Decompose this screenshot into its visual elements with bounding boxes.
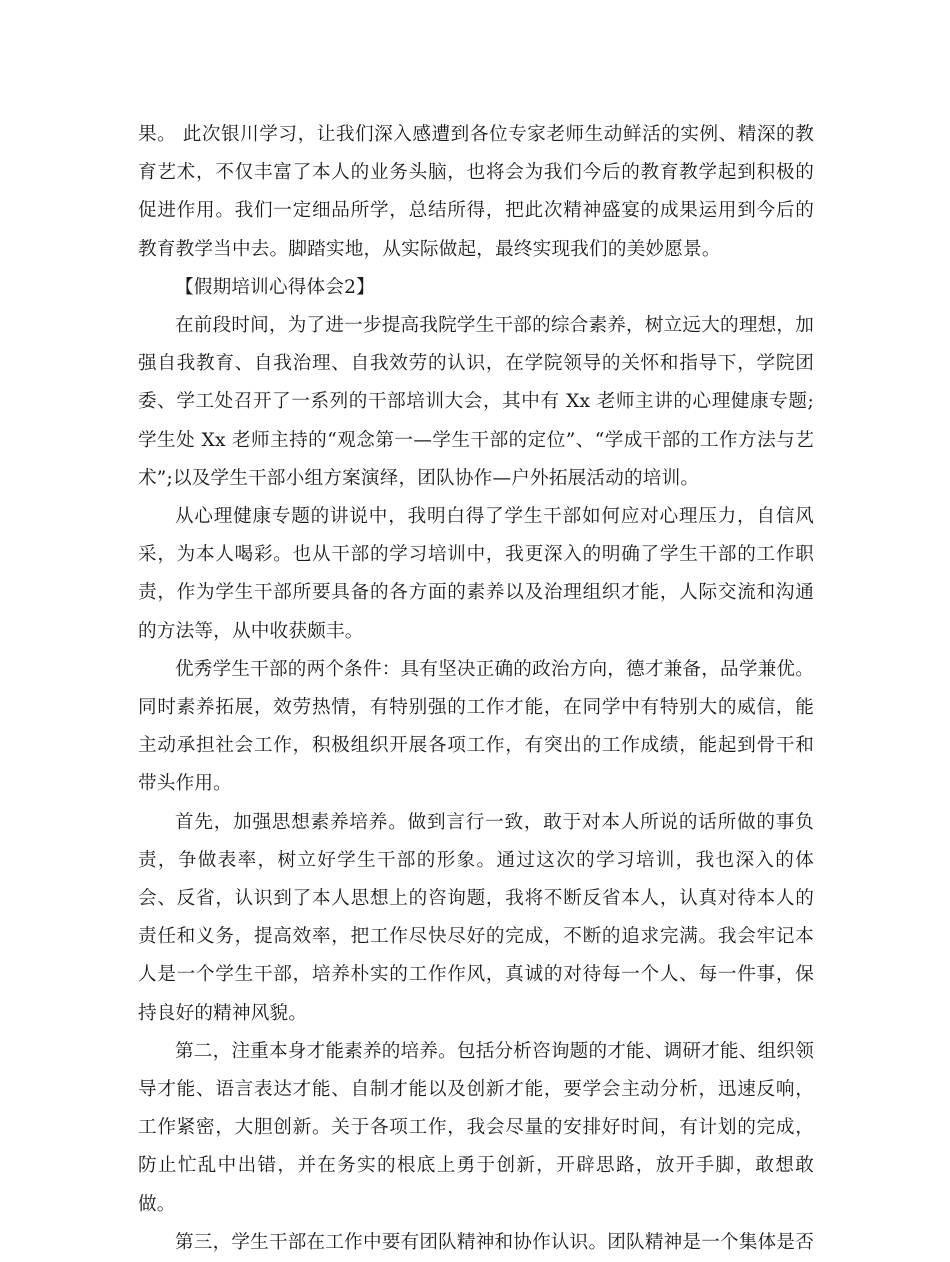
- paragraph-second: 第二，注重本身才能素养的培养。包括分析咨询题的才能、调研才能、组织领导才能、语言表达才能、自制才能以及创新才能，要学会主动分析，迅速反响，工作紧密，大胆创新。关于各项工作，我会尽量的安排好时间，有计划的完成，防止忙乱中出错，并在务实的根底上勇于创新，开辟思路，放开手脚，敢想敢做。: [138, 1040, 814, 1215]
- paragraph-first: 首先，加强思想素养培养。做到言行一致，敢于对本人所说的话所做的事负责，争做表率，树立好学生干部的形象。通过这次的学习培训，我也深入的体会、反省，认识到了本人思想上的咨询题，我将不断反省本人，认真对待本人的责任和义务，提高效率，把工作尽快尽好的完成，不断的追求完满。我会牢记本人是一个学生干部，培养朴实的工作作风，真诚的对待每一个人、每一件事，保持良好的精神风貌。: [138, 811, 814, 1024]
- paragraph-intro: 在前段时间，为了进一步提高我院学生干部的综合素养，树立远大的理想，加强自我教育、自我治理、自我效劳的认识，在学院领导的关怀和指导下，学院团委、学工处召开了一系列的干部培训大会，其中有 Xx 老师主讲的心理健康专题;学生处 Xx 老师主持的“观念第一—学生干部的定位”、“学成干部的工作方法与艺术”;以及学生干部小组方案演绎，团队协作—户外拓展活动的培训。: [138, 315, 814, 489]
- paragraph-psychology: 从心理健康专题的讲说中，我明白得了学生干部如何应对心理压力，自信风采，为本人喝彩。也从干部的学习培训中，我更深入的明确了学生干部的工作职责，作为学生干部所要具备的各方面的素养以及治理组织才能，人际交流和沟通的方法等，从中收获颇丰。: [138, 506, 814, 642]
- document-body: [138, 116, 814, 1262]
- section-heading: 【假期培训心得体会2】: [175, 276, 375, 298]
- paragraph-conditions: 优秀学生干部的两个条件：具有坚决正确的政治方向，德才兼备，品学兼优。同时素养拓展，效劳热情，有特别强的工作才能，在同学中有特别大的威信，能主动承担社会工作，积极组织开展各项工作，有突出的工作成绩，能起到骨干和带头作用。: [138, 658, 814, 795]
- paragraph-third: 第三，学生干部在工作中要有团队精神和协作认识。团队精神是一个集体是否: [175, 1231, 814, 1253]
- paragraph-continuation: 果。 此次银川学习，让我们深入感遭到各位专家老师生动鲜活的实例、精深的教育艺术，不仅丰富了本人的业务头脑，也将会为我们今后的教育教学起到积极的促进作用。我们一定细品所学，总结所得，把此次精神盛宴的成果运用到今后的教育教学当中去。脚踏实地，从实际做起，最终实现我们的美妙愿景。: [138, 124, 814, 260]
